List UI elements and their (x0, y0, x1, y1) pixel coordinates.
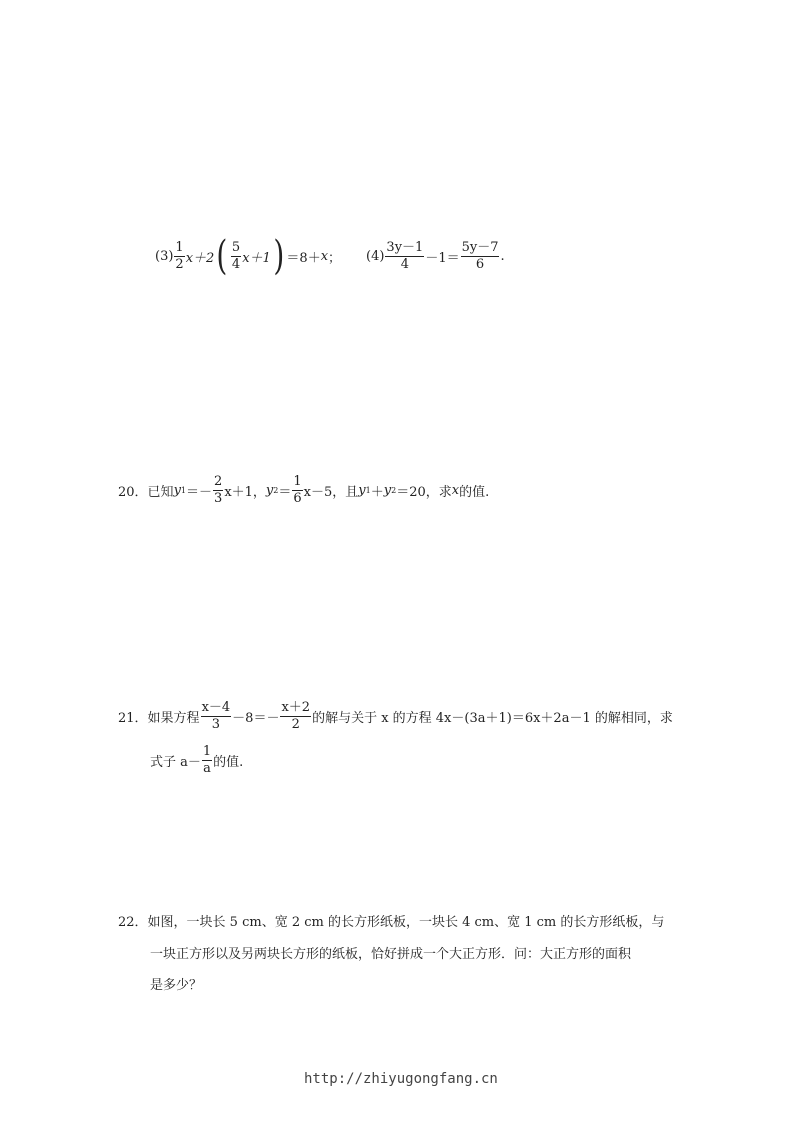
question-21 (118, 700, 673, 733)
q21-text-3: 的解与关于 x 的方程 4x－(3a＋1)＝6x＋2a－1 的解相同，求 (312, 711, 673, 726)
q20-y1: y (173, 483, 181, 498)
q20-fraction-1: $\frac{2}{3}$ (214, 474, 223, 506)
question-20 (118, 474, 489, 507)
footer-url: http://zhiyugongfang.cn (304, 1071, 498, 1087)
eq4-fraction-2: $\frac{5y-7}{6}$ (461, 240, 499, 272)
q20-text-7: ＝20，求 (396, 485, 452, 500)
q20-text-8: 的值. (459, 485, 490, 500)
eq3-end: ； (328, 250, 342, 266)
eq3-fraction-1: $\frac{1}{2}$ (175, 239, 184, 272)
q20-text-4: ＝ (278, 485, 292, 500)
eq3-part-2: x＋1 (242, 250, 271, 266)
eq4-mid: －1＝ (425, 251, 460, 266)
q20-x: x (451, 483, 460, 498)
q20-y1b: y (358, 483, 366, 498)
q22-line-2: 一块正方形以及另两块长方形的纸板，恰好拼成一个大正方形．问：大正方形的面积 (150, 947, 632, 962)
q20-fraction-2: $\frac{1}{6}$ (293, 474, 302, 506)
question-22 (118, 906, 664, 940)
right-paren-icon: ) (273, 233, 285, 279)
q21-number: 21． (118, 711, 148, 726)
q21-fraction-3: $\frac{1}{a}$ (202, 744, 212, 776)
q21-text-2: －8＝－ (232, 711, 280, 726)
q21-text-1: 如果方程 (147, 711, 200, 726)
q22-number: 22． (118, 915, 148, 930)
q21-fraction-1: $\frac{x-4}{3}$ (201, 700, 231, 732)
q22-line-3: 是多少？ (150, 978, 203, 993)
q20-number: 20． (118, 485, 148, 500)
eq3-label: (3) (155, 248, 174, 264)
equation-3 (155, 233, 342, 279)
q20-sub1b: 1 (365, 486, 371, 495)
q20-text-1: 已知 (147, 485, 174, 500)
q20-text-3: x＋1， (224, 485, 266, 500)
q21-text-4: 式子 a－ (150, 755, 201, 770)
eq3-var: x (320, 248, 329, 264)
q21-text-5: 的值. (213, 755, 244, 770)
q20-text-2: ＝－ (186, 485, 213, 500)
eq4-label: (4) (366, 249, 385, 264)
q20-text-5: x－5，且 (303, 485, 359, 500)
eq4-fraction-1: $\frac{3y-1}{4}$ (386, 240, 424, 272)
eq3-fraction-2: $\frac{5}{4}$ (231, 239, 241, 272)
q20-sub2b: 2 (391, 486, 397, 495)
left-paren-icon: ( (216, 233, 228, 279)
q20-sub1: 1 (180, 486, 187, 495)
q20-y2b: y (383, 483, 392, 498)
eq4-end: . (500, 249, 505, 264)
q20-y2: y (265, 483, 274, 498)
eq3-part-3: ＝8＋ (286, 250, 321, 266)
q21-fraction-2: $\frac{x+2}{2}$ (281, 700, 311, 732)
q20-text-6: ＋ (370, 485, 384, 500)
question-21-line-2 (150, 744, 243, 777)
q22-line-1: 如图，一块长 5 cm、宽 2 cm 的长方形纸板，一块长 4 cm、宽 1 cm 的长方形纸板，与 (147, 915, 665, 930)
eq3-part-1: x＋2 (185, 250, 215, 266)
equation-4 (366, 240, 505, 273)
q20-sub2: 2 (273, 486, 279, 495)
